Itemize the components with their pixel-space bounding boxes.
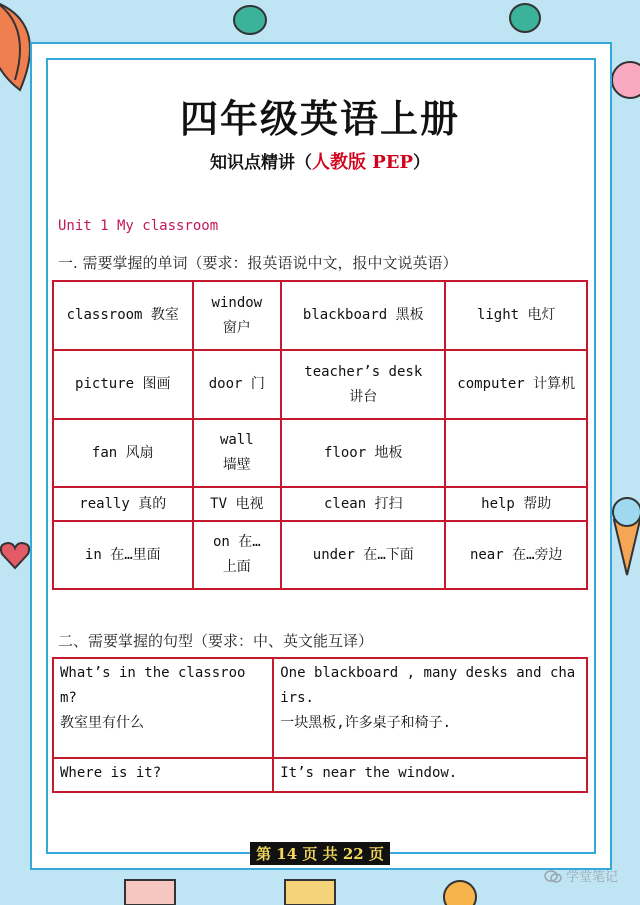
sun-icon <box>440 875 480 905</box>
table-cell: Where is it? <box>53 758 273 792</box>
table-cell: really 真的 <box>53 487 193 521</box>
table-cell: in 在…里面 <box>53 521 193 589</box>
section-heading-vocabulary: 一. 需要掌握的单词（要求：报英语说中文，报中文说英语） <box>58 254 458 272</box>
page-number: 第 14 页 共 22 页 <box>250 842 390 865</box>
subtitle-suffix: ） <box>413 153 431 173</box>
table-row <box>53 281 587 350</box>
table-cell: clean 打扫 <box>281 487 445 521</box>
table-cell: classroom 教室 <box>53 281 193 350</box>
table-row <box>53 758 587 792</box>
table-cell: It’s near the window. <box>273 758 587 792</box>
sentence-table <box>52 657 588 793</box>
table-cell: teacher’s desk 讲台 <box>281 350 445 419</box>
page-subtitle <box>0 148 640 174</box>
page-footer <box>0 842 640 865</box>
table-cell <box>445 419 587 487</box>
table-cell: under 在…下面 <box>281 521 445 589</box>
table-cell: door 门 <box>193 350 282 419</box>
table-cell: on 在… 上面 <box>193 521 282 589</box>
ice-cream-icon <box>612 490 640 580</box>
table-row <box>53 487 587 521</box>
table-cell: floor 地板 <box>281 419 445 487</box>
table-cell: One blackboard , many desks and cha irs. 一块黑板,许多桌子和椅子. <box>273 658 587 758</box>
table-row <box>53 521 587 589</box>
watermark-text: 学堂笔记 <box>565 870 618 885</box>
table-row <box>53 658 587 758</box>
table-cell: TV 电视 <box>193 487 282 521</box>
wechat-icon <box>544 869 562 883</box>
table-cell: help 帮助 <box>445 487 587 521</box>
table-cell: wall 墙壁 <box>193 419 282 487</box>
bird-icon <box>505 0 545 40</box>
bird-icon <box>230 0 270 40</box>
section-heading-sentences: 二、需要掌握的句型（要求：中、英文能互译） <box>58 632 374 650</box>
subtitle-edition: 人教版 PEP <box>311 152 414 173</box>
cake-icon <box>120 870 180 905</box>
heart-icon <box>0 540 30 570</box>
table-cell: computer 计算机 <box>445 350 587 419</box>
page-title: 四年级英语上册 <box>179 96 460 141</box>
table-cell: window 窗户 <box>193 281 282 350</box>
table-cell: blackboard 黑板 <box>281 281 445 350</box>
subtitle-prefix: 知识点精讲（ <box>209 153 312 173</box>
unit-heading: Unit 1 My classroom <box>58 218 219 234</box>
table-cell: fan 风扇 <box>53 419 193 487</box>
table-cell: light 电灯 <box>445 281 587 350</box>
vocabulary-table <box>52 280 588 590</box>
cake-icon <box>280 872 340 905</box>
watermark <box>544 866 618 885</box>
table-row <box>53 350 587 419</box>
table-cell: picture 图画 <box>53 350 193 419</box>
table-cell: near 在…旁边 <box>445 521 587 589</box>
table-cell: What’s in the classroo m? 教室里有什么 <box>53 658 273 758</box>
table-row <box>53 419 587 487</box>
